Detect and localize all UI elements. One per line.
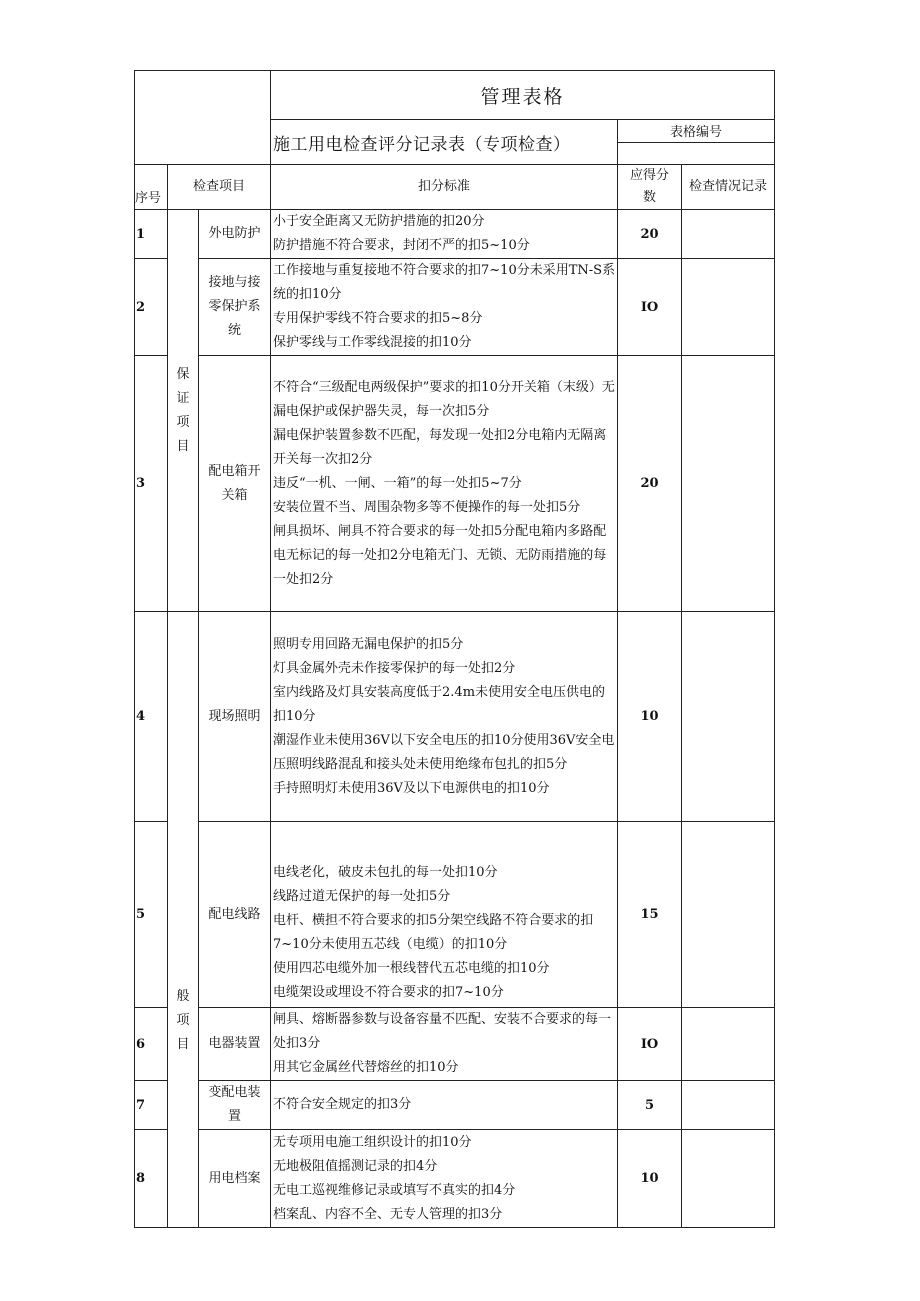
table-row bbox=[135, 822, 775, 1008]
standard-line: 防护措施不符合要求，封闭不严的扣5~10分 bbox=[273, 238, 530, 253]
full-score: 20 bbox=[618, 210, 682, 259]
row-number: 6 bbox=[135, 1008, 168, 1081]
check-item: 接地与接零保护系统 bbox=[199, 259, 271, 356]
record-field[interactable] bbox=[682, 612, 775, 822]
deduction-standard bbox=[271, 822, 618, 1008]
full-score: 5 bbox=[618, 1081, 682, 1130]
standard-line: 不符合“三级配电两级保护”要求的扣10分开关箱（末级）无漏电保护或保护器失灵，每一次扣5分 bbox=[273, 379, 615, 419]
row-number: 4 bbox=[135, 612, 168, 822]
standard-line: 使用四芯电缆外加一根线替代五芯电缆的扣10分 bbox=[273, 961, 550, 976]
row-number: 8 bbox=[135, 1130, 168, 1228]
standard-line: 闸具损坏、闸具不符合要求的每一处扣5分配电箱内多路配电无标记的每一处扣2分电箱无门、无锁、无防雨措施的每一处扣2分 bbox=[273, 523, 607, 587]
full-score: 15 bbox=[618, 822, 682, 1008]
form-number-label: 表格编号 bbox=[618, 120, 775, 143]
full-score: 20 bbox=[618, 356, 682, 612]
column-header-score: 应得分数 bbox=[618, 165, 682, 210]
full-score: 10 bbox=[618, 1130, 682, 1228]
deduction-standard bbox=[271, 1130, 618, 1228]
standard-line: 电杆、横担不符合要求的扣5分架空线路不符合要求的扣7~10分未使用五芯线（电缆）的扣10分 bbox=[273, 913, 594, 952]
standard-line: 室内线路及灯具安装高度低于2.4m未使用安全电压供电的扣10分 bbox=[273, 684, 606, 724]
row-number: 5 bbox=[135, 822, 168, 1008]
standard-line: 无电工巡视维修记录或填写不真实的扣4分 bbox=[273, 1182, 516, 1198]
table-row bbox=[135, 356, 775, 612]
category-general: 般 项目 bbox=[168, 612, 199, 1228]
standard-line: 灯具金属外壳未作接零保护的每一处扣2分 bbox=[273, 660, 516, 676]
standard-line: 潮湿作业未使用36V以下安全电压的扣10分使用36V安全电压照明线路混乱和接头处未使用绝缘布包扎的扣5分 bbox=[273, 732, 615, 772]
deduction-standard bbox=[271, 1081, 618, 1130]
standard-line: 用其它金属丝代替熔丝的扣10分 bbox=[273, 1060, 459, 1075]
deduction-standard bbox=[271, 259, 618, 356]
standard-line: 安装位置不当、周围杂物多等不便操作的每一处扣5分 bbox=[273, 499, 581, 515]
standard-line: 照明专用回路无漏电保护的扣5分 bbox=[273, 636, 464, 652]
standard-line: 电缆架设或埋设不符合要求的扣7~10分 bbox=[273, 985, 504, 1000]
table-row bbox=[135, 1008, 775, 1081]
row-number: 7 bbox=[135, 1081, 168, 1130]
table-row bbox=[135, 259, 775, 356]
record-field[interactable] bbox=[682, 259, 775, 356]
deduction-standard bbox=[271, 210, 618, 259]
deduction-standard bbox=[271, 612, 618, 822]
record-field[interactable] bbox=[682, 1130, 775, 1228]
deduction-standard bbox=[271, 1008, 618, 1081]
category-guarantee: 保证项目 bbox=[168, 210, 199, 612]
deduction-standard bbox=[271, 356, 618, 612]
standard-line: 专用保护零线不符合要求的扣5~8分 bbox=[273, 311, 483, 326]
header-blank-cell bbox=[135, 71, 271, 165]
standard-line: 线路过道无保护的每一处扣5分 bbox=[273, 889, 451, 904]
record-field[interactable] bbox=[682, 822, 775, 1008]
standard-line: 工作接地与重复接地不符合要求的扣7~10分未采用TN-S系统的扣10分 bbox=[273, 263, 616, 302]
record-field[interactable] bbox=[682, 210, 775, 259]
standard-line: 电线老化，破皮未包扎的每一处扣10分 bbox=[273, 865, 498, 880]
check-item: 配电箱开关箱 bbox=[199, 356, 271, 612]
standard-line: 漏电保护装置参数不匹配，每发现一处扣2分电箱内无隔离开关每一次扣2分 bbox=[273, 427, 607, 467]
standard-line: 无地极阻值摇测记录的扣4分 bbox=[273, 1158, 438, 1174]
form-title: 管理表格 bbox=[271, 71, 775, 120]
check-item: 现场照明 bbox=[199, 612, 271, 822]
check-item: 配电线路 bbox=[199, 822, 271, 1008]
row-number: 3 bbox=[135, 356, 168, 612]
column-header-standard: 扣分标准 bbox=[271, 165, 618, 210]
row-number: 2 bbox=[135, 259, 168, 356]
form-number-field[interactable] bbox=[618, 142, 775, 165]
full-score: IO bbox=[618, 1008, 682, 1081]
record-field[interactable] bbox=[682, 1081, 775, 1130]
table-row bbox=[135, 210, 775, 259]
column-header-record: 检查情况记录 bbox=[682, 165, 775, 210]
record-field[interactable] bbox=[682, 356, 775, 612]
form-subtitle: 施工用电检查评分记录表（专项检查） bbox=[271, 120, 618, 165]
table-row bbox=[135, 612, 775, 822]
row-number: 1 bbox=[135, 210, 168, 259]
check-item: 外电防护 bbox=[199, 210, 271, 259]
standard-line: 闸具、熔断器参数与设备容量不匹配、安装不合要求的每一处扣3分 bbox=[273, 1012, 612, 1051]
table-row bbox=[135, 1081, 775, 1130]
standard-line: 不符合安全规定的扣3分 bbox=[273, 1097, 412, 1112]
full-score: IO bbox=[618, 259, 682, 356]
check-item: 电器装置 bbox=[199, 1008, 271, 1081]
column-header-item: 检查项目 bbox=[168, 165, 271, 210]
full-score: 10 bbox=[618, 612, 682, 822]
table-row bbox=[135, 1130, 775, 1228]
standard-line: 小于安全距离又无防护措施的扣20分 bbox=[273, 214, 485, 229]
standard-line: 档案乱、内容不全、无专人管理的扣3分 bbox=[273, 1206, 503, 1222]
check-item: 变配电装置 bbox=[199, 1081, 271, 1130]
standard-line: 违反“一机、一闸、一箱”的每一处扣5~7分 bbox=[273, 475, 522, 491]
inspection-form-table bbox=[134, 70, 775, 1228]
check-item: 用电档案 bbox=[199, 1130, 271, 1228]
standard-line: 无专项用电施工组织设计的扣10分 bbox=[273, 1134, 472, 1150]
standard-line: 保护零线与工作零线混接的扣10分 bbox=[273, 335, 472, 350]
record-field[interactable] bbox=[682, 1008, 775, 1081]
column-header-seq: 序号 bbox=[135, 165, 168, 210]
standard-line: 手持照明灯未使用36V及以下电源供电的扣10分 bbox=[273, 780, 550, 796]
